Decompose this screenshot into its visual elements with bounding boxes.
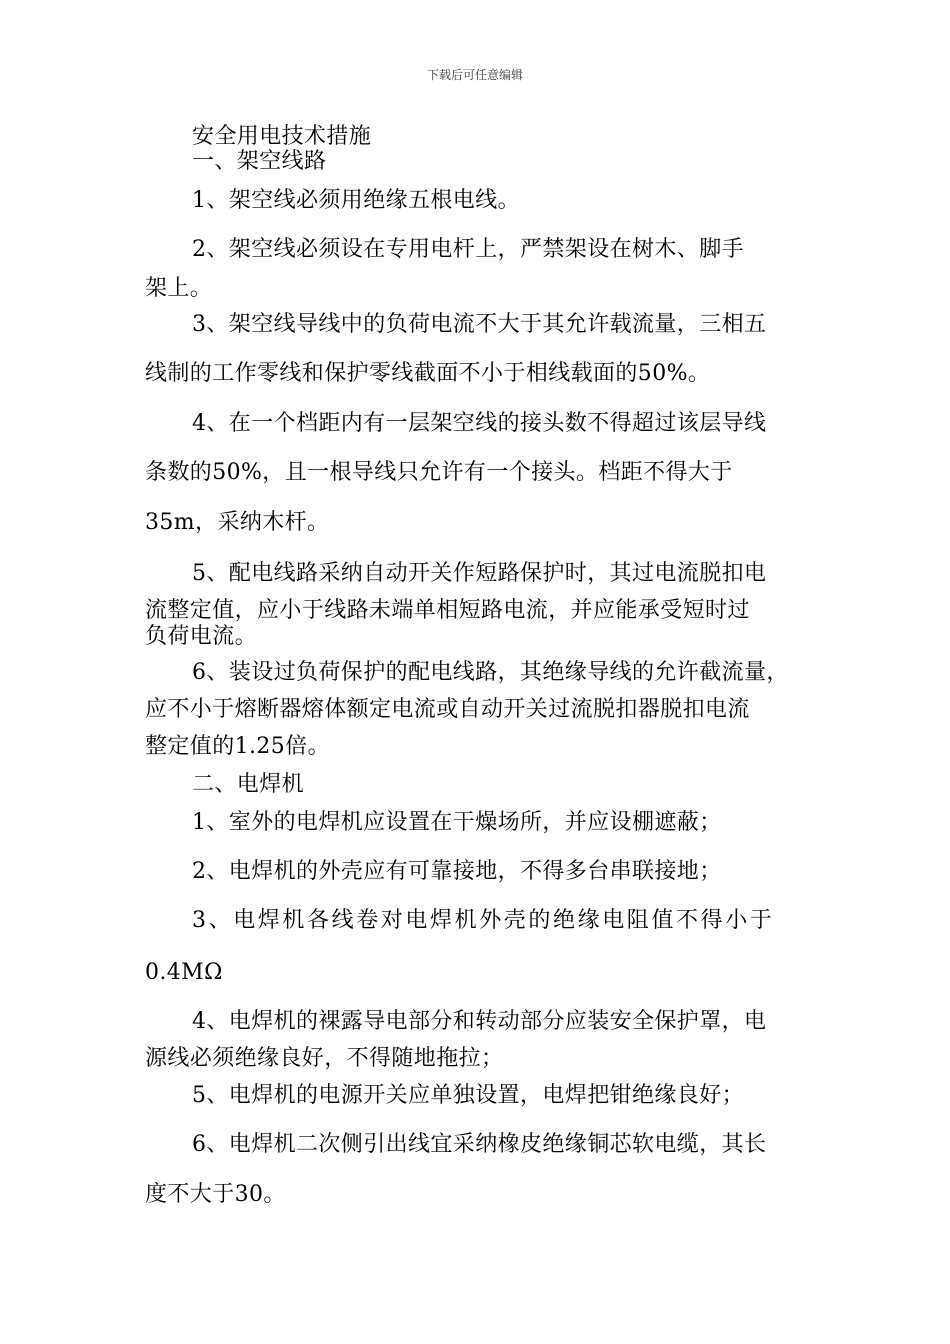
- paragraph-line: 度不大于30。: [145, 1182, 286, 1207]
- document-title: 安全用电技术措施: [192, 124, 372, 149]
- paragraph-line: 5、电焊机的电源开关应单独设置，电焊把钳绝缘良好；: [192, 1083, 744, 1108]
- paragraph-line: 35m，采纳木杆。: [145, 510, 330, 535]
- paragraph-line: 应不小于熔断器熔体额定电流或自动开关过流脱扣器脱扣电流: [145, 697, 750, 722]
- paragraph-line: 3、电焊机各线卷对电焊机外壳的绝缘电阻值不得小于: [192, 908, 775, 933]
- paragraph-line: 1、架空线必须用绝缘五根电线。: [192, 188, 520, 213]
- paragraph-line: 1、室外的电焊机应设置在干燥场所，并应设棚遮蔽；: [192, 810, 722, 835]
- paragraph-line: 负荷电流。: [145, 624, 258, 649]
- paragraph-line: 流整定值，应小于线路未端单相短路电流，并应能承受短时过: [145, 598, 750, 623]
- paragraph-line: 条数的50%，且一根导线只允许有一个接头。档距不得大于: [145, 460, 733, 485]
- paragraph-line: 6、电焊机二次侧引出线宜采纳橡皮绝缘铜芯软电缆，其长: [192, 1132, 767, 1157]
- paragraph-line: 5、配电线路采纳自动开关作短路保护时，其过电流脱扣电: [192, 561, 767, 586]
- section-heading: 二、电焊机: [192, 772, 305, 797]
- paragraph-line: 4、在一个档距内有一层架空线的接头数不得超过该层导线: [192, 411, 767, 436]
- paragraph-line: 线制的工作零线和保护零线截面不小于相线载面的50%。: [145, 361, 711, 386]
- paragraph-line: 源线必须绝缘良好，不得随地拖拉；: [145, 1046, 504, 1071]
- paragraph-line: 2、架空线必须设在专用电杆上，严禁架设在树木、脚手: [192, 237, 744, 262]
- paragraph-line: 0.4MΩ: [145, 960, 223, 985]
- paragraph-line: 2、电焊机的外壳应有可靠接地，不得多台串联接地；: [192, 859, 722, 884]
- page-header-note: 下载后可任意编辑: [426, 68, 523, 82]
- paragraph-line: 架上。: [145, 276, 213, 301]
- paragraph-line: 3、架空线导线中的负荷电流不大于其允许载流量，三相五: [192, 312, 767, 337]
- paragraph-line: 整定值的1.25倍。: [145, 734, 330, 759]
- paragraph-line: 4、电焊机的裸露导电部分和转动部分应装安全保护罩，电: [192, 1009, 767, 1034]
- paragraph-line: 6、装设过负荷保护的配电线路，其绝缘导线的允许截流量，: [192, 660, 789, 685]
- section-heading: 一、架空线路: [192, 149, 327, 174]
